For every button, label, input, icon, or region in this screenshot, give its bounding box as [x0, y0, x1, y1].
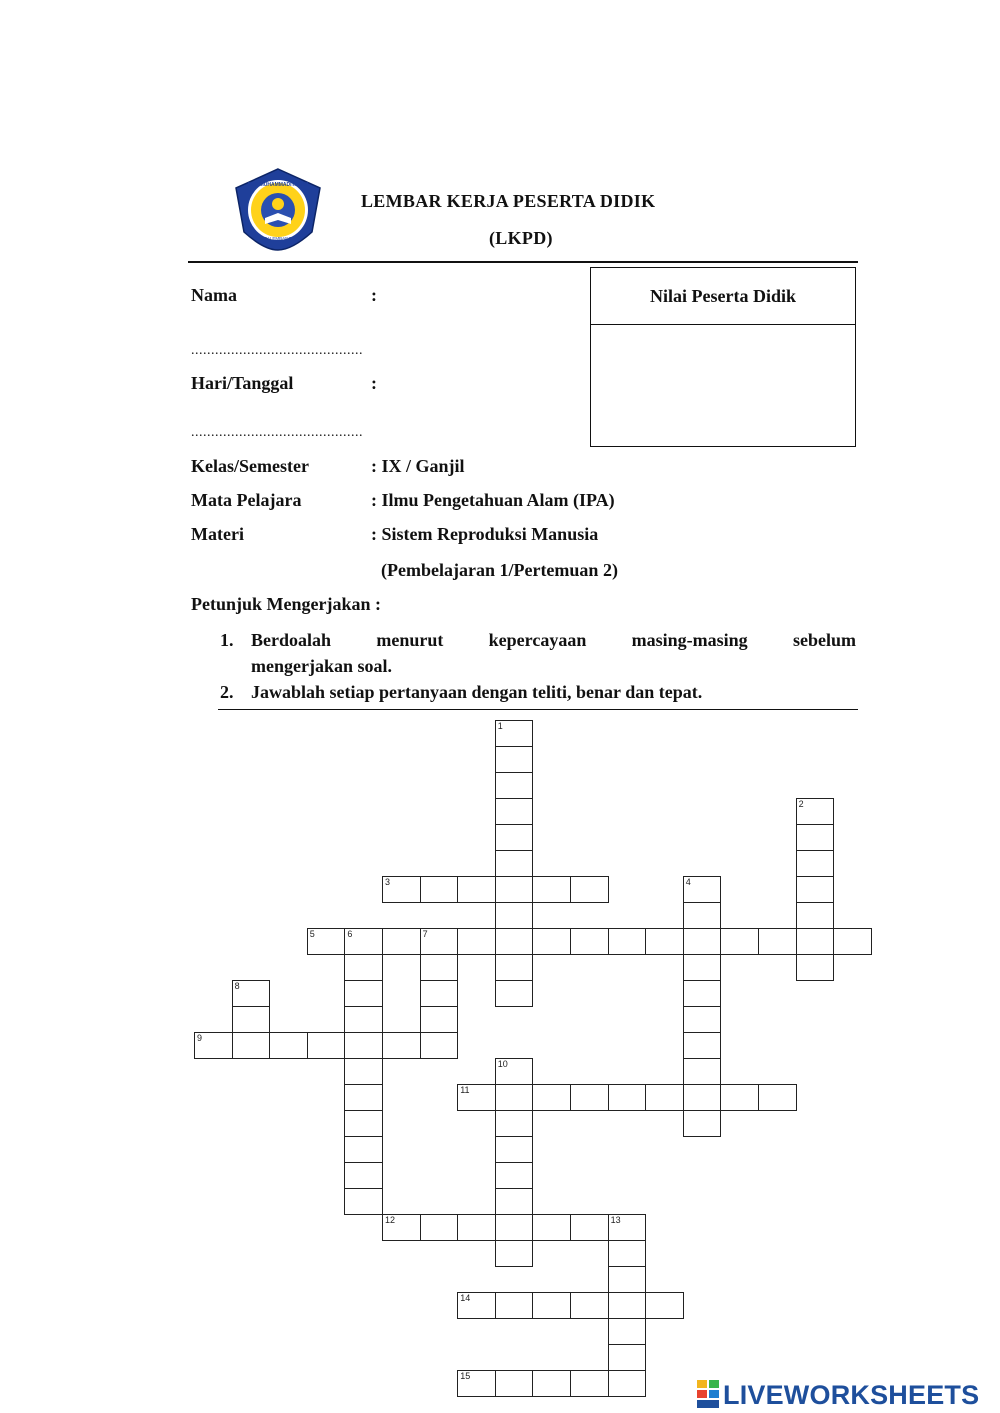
instructions-heading: Petunjuk Mengerjakan : [191, 594, 381, 614]
title-line2: (LKPD) [489, 228, 553, 248]
crossword-cell[interactable] [683, 954, 722, 981]
instructions-divider [218, 709, 858, 710]
crossword-cell[interactable] [457, 1214, 496, 1241]
crossword-cell[interactable] [495, 720, 534, 747]
crossword-cell[interactable] [232, 1006, 271, 1033]
instruction-text-line2: mengerjakan soal. [251, 656, 392, 676]
crossword-cell[interactable] [495, 746, 534, 773]
kelas-label: Kelas/Semester [191, 456, 309, 476]
logo-ring-bottom-text: PALEMBANG [264, 236, 292, 241]
crossword-cell[interactable] [608, 1240, 647, 1267]
crossword-cell[interactable] [495, 1084, 534, 1111]
crossword-cell[interactable] [532, 1370, 571, 1397]
crossword-cell[interactable] [344, 954, 383, 981]
crossword-cell[interactable] [683, 1084, 722, 1111]
hari-tanggal-field[interactable]: ........................................... [191, 425, 363, 440]
crossword-cell[interactable] [608, 928, 647, 955]
crossword-cell[interactable] [608, 1292, 647, 1319]
crossword-cell[interactable] [344, 1058, 383, 1085]
crossword-cell[interactable] [495, 1214, 534, 1241]
crossword-cell[interactable] [796, 824, 835, 851]
crossword-cell[interactable] [495, 1058, 534, 1085]
crossword-cell[interactable] [495, 876, 534, 903]
crossword-cell[interactable] [758, 928, 797, 955]
crossword-cell[interactable] [683, 1006, 722, 1033]
crossword-cell[interactable] [344, 980, 383, 1007]
crossword-cell[interactable] [344, 1110, 383, 1137]
crossword-cell[interactable] [608, 1266, 647, 1293]
crossword-cell[interactable] [495, 928, 534, 955]
crossword-cell[interactable] [344, 1084, 383, 1111]
clue-number: 12 [385, 1215, 396, 1225]
instruction-item [218, 627, 856, 679]
crossword-cell[interactable] [382, 876, 421, 903]
crossword-cell[interactable] [720, 928, 759, 955]
crossword-cell[interactable] [457, 876, 496, 903]
header-divider [188, 261, 858, 263]
mapel-value: : Ilmu Pengetahuan Alam (IPA) [371, 490, 615, 510]
clue-number: 4 [685, 877, 691, 887]
instruction-number: 2. [220, 682, 234, 702]
crossword-cell[interactable] [796, 850, 835, 877]
crossword-cell[interactable] [796, 928, 835, 955]
crossword-cell[interactable] [683, 1110, 722, 1137]
hari-tanggal-label: Hari/Tanggal [191, 373, 294, 393]
instruction-item [218, 679, 856, 705]
crossword-cell[interactable] [796, 902, 835, 929]
crossword-cell[interactable] [382, 1214, 421, 1241]
crossword-cell[interactable] [344, 1006, 383, 1033]
crossword-cell[interactable] [645, 1084, 684, 1111]
crossword-cell[interactable] [495, 1110, 534, 1137]
crossword-cell[interactable] [796, 954, 835, 981]
crossword-cell[interactable] [645, 1292, 684, 1319]
clue-number: 2 [798, 799, 804, 809]
crossword-cell[interactable] [758, 1084, 797, 1111]
crossword-cell[interactable] [796, 798, 835, 825]
crossword-cell[interactable] [683, 902, 722, 929]
logo-ring-top-text: SMP MUHAMMADIYAH 50 [247, 182, 309, 188]
crossword-cell[interactable] [495, 1240, 534, 1267]
title-line1: LEMBAR KERJA PESERTA DIDIK [361, 191, 656, 211]
mapel-label: Mata Pelajara [191, 490, 302, 510]
clue-number: 10 [497, 1059, 508, 1069]
crossword-cell[interactable] [495, 980, 534, 1007]
clue-number: 7 [422, 929, 428, 939]
crossword-cell[interactable] [683, 1032, 722, 1059]
crossword-cell[interactable] [420, 980, 459, 1007]
clue-number: 9 [197, 1033, 203, 1043]
materi-subtitle: (Pembelajaran 1/Pertemuan 2) [381, 560, 618, 580]
crossword-cell[interactable] [382, 928, 421, 955]
crossword-cell[interactable] [683, 928, 722, 955]
crossword-cell[interactable] [495, 1188, 534, 1215]
crossword-cell[interactable] [796, 876, 835, 903]
crossword-cell[interactable] [570, 1370, 609, 1397]
crossword-cell[interactable] [420, 1006, 459, 1033]
crossword-cell[interactable] [420, 1032, 459, 1059]
instruction-text-line1: Jawablah setiap pertanyaan dengan teliti, benar dan tepat. [251, 682, 703, 702]
crossword-cell[interactable] [344, 1162, 383, 1189]
crossword-cell[interactable] [495, 798, 534, 825]
score-value-area[interactable] [591, 325, 855, 445]
crossword-cell[interactable] [495, 954, 534, 981]
crossword-cell[interactable] [532, 1292, 571, 1319]
nama-field[interactable]: ........................................... [191, 343, 363, 358]
liveworksheets-watermark [697, 1378, 979, 1412]
nama-label: Nama [191, 285, 237, 305]
liveworksheets-logo-icon [697, 1380, 719, 1410]
crossword-cell[interactable] [495, 1292, 534, 1319]
crossword-cell[interactable] [420, 1214, 459, 1241]
crossword-cell[interactable] [495, 1370, 534, 1397]
score-box [590, 267, 856, 447]
crossword-cell[interactable] [833, 928, 872, 955]
crossword-cell[interactable] [344, 1032, 383, 1059]
crossword-cell[interactable] [570, 928, 609, 955]
crossword-cell[interactable] [495, 902, 534, 929]
crossword-cell[interactable] [720, 1084, 759, 1111]
clue-number: 1 [497, 721, 503, 731]
clue-number: 5 [309, 929, 315, 939]
crossword-cell[interactable] [532, 1084, 571, 1111]
crossword-cell[interactable] [608, 1370, 647, 1397]
materi-label: Materi [191, 524, 244, 544]
instructions-list [218, 627, 856, 705]
materi-value: : Sistem Reproduksi Manusia [371, 524, 599, 544]
crossword-cell[interactable] [457, 1370, 496, 1397]
nama-colon: : [371, 285, 377, 305]
crossword-cell[interactable] [645, 928, 684, 955]
clue-number: 6 [347, 929, 353, 939]
crossword-cell[interactable] [232, 1032, 271, 1059]
instruction-number: 1. [220, 630, 234, 650]
crossword-grid [194, 720, 874, 1400]
clue-number: 15 [460, 1371, 471, 1381]
crossword-cell[interactable] [570, 876, 609, 903]
crossword-cell[interactable] [232, 980, 271, 1007]
watermark-text: LIVEWORKSHEETS [723, 1379, 980, 1410]
crossword-cell[interactable] [683, 1058, 722, 1085]
crossword-cell[interactable] [420, 876, 459, 903]
crossword-cell[interactable] [457, 928, 496, 955]
crossword-cell[interactable] [344, 928, 383, 955]
crossword-cell[interactable] [344, 1136, 383, 1163]
crossword-cell[interactable] [570, 1292, 609, 1319]
crossword-cell[interactable] [532, 876, 571, 903]
crossword-cell[interactable] [420, 928, 459, 955]
crossword-cell[interactable] [495, 772, 534, 799]
clue-number: 8 [234, 981, 240, 991]
crossword-cell[interactable] [495, 824, 534, 851]
crossword-cell[interactable] [269, 1032, 308, 1059]
instruction-text-line1: Berdoalah menurut kepercayaan masing-masing sebelum [251, 630, 856, 650]
crossword-cell[interactable] [608, 1214, 647, 1241]
crossword-cell[interactable] [570, 1214, 609, 1241]
crossword-cell[interactable] [382, 1032, 421, 1059]
crossword-cell[interactable] [608, 1084, 647, 1111]
kelas-value: : IX / Ganjil [371, 456, 465, 476]
hari-tanggal-colon: : [371, 373, 377, 393]
crossword-cell[interactable] [532, 928, 571, 955]
crossword-cell[interactable] [307, 928, 346, 955]
crossword-cell[interactable] [608, 1318, 647, 1345]
crossword-cell[interactable] [495, 1136, 534, 1163]
clue-number: 3 [385, 877, 391, 887]
clue-number: 13 [610, 1215, 621, 1225]
crossword-cell[interactable] [495, 1162, 534, 1189]
crossword-cell[interactable] [608, 1344, 647, 1371]
school-emblem-icon [232, 166, 324, 252]
crossword-cell[interactable] [344, 1188, 383, 1215]
crossword-cell[interactable] [307, 1032, 346, 1059]
crossword-cell[interactable] [570, 1084, 609, 1111]
crossword-cell[interactable] [495, 850, 534, 877]
crossword-cell[interactable] [683, 980, 722, 1007]
crossword-cell[interactable] [420, 954, 459, 981]
crossword-cell[interactable] [457, 1084, 496, 1111]
clue-number: 11 [460, 1085, 470, 1095]
crossword-cell[interactable] [683, 876, 722, 903]
crossword-cell[interactable] [457, 1292, 496, 1319]
clue-number: 14 [460, 1293, 471, 1303]
crossword-cell[interactable] [532, 1214, 571, 1241]
score-box-header: Nilai Peserta Didik [591, 268, 855, 325]
crossword-cell[interactable] [194, 1032, 233, 1059]
